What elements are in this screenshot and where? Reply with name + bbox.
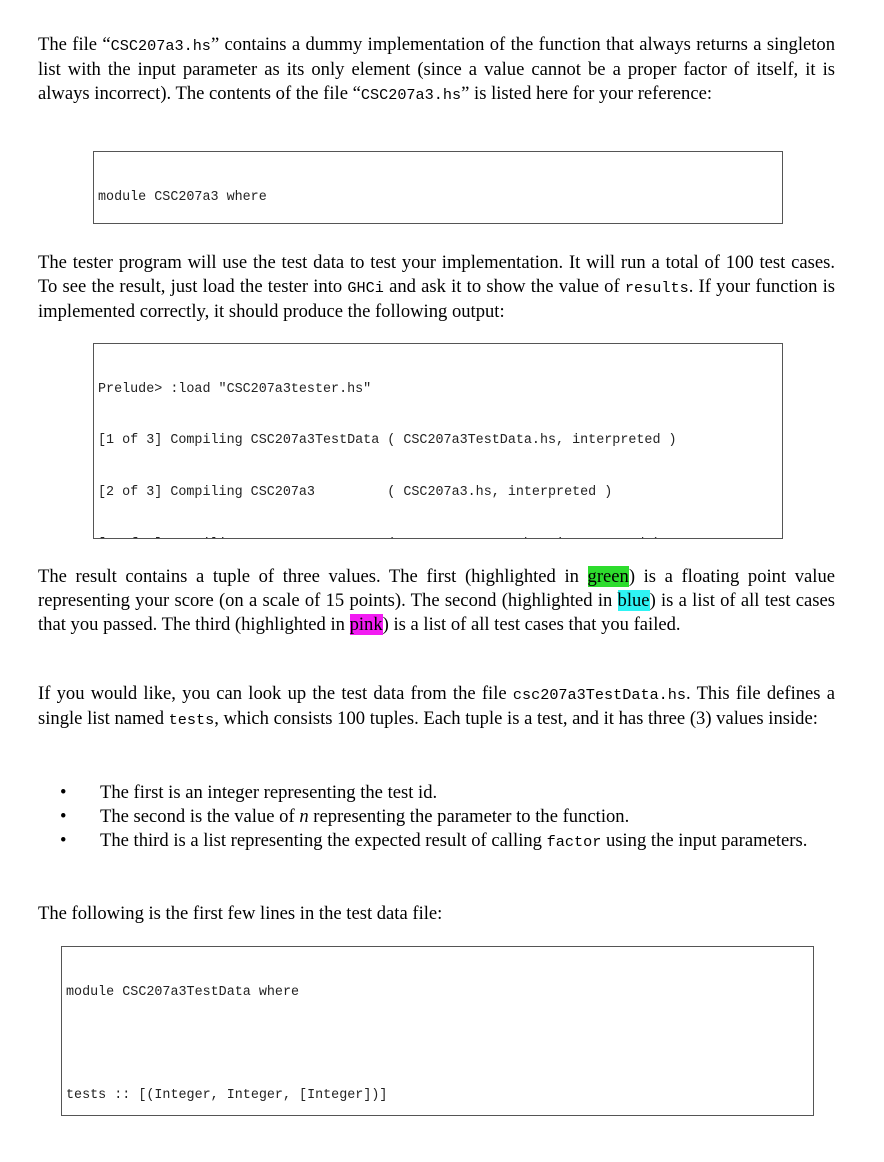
code-line: [2 of 3] Compiling CSC207a3 ( CSC207a3.hs, interpreted ) <box>98 485 613 501</box>
tester-output-code-box <box>93 343 783 539</box>
result-text-4: ) is a list of all test cases that you failed. <box>382 614 681 636</box>
intro-text-3: ” is listed here for your reference: <box>461 83 713 105</box>
code-line <box>66 1035 809 1052</box>
lookup-paragraph <box>38 682 835 732</box>
bullet-icon: • <box>60 830 67 852</box>
intro-filename-2: CSC207a3.hs <box>360 86 462 105</box>
following-paragraph: The following is the first few lines in the test data file: <box>38 903 443 924</box>
code-line: module CSC207a3TestData where <box>66 984 300 1000</box>
bullet-icon: • <box>60 782 67 803</box>
intro-text-2: ” contains a dummy implementation of the function that always returns a singleton list with the input parameter as its only element (since a value cannot be a proper factor of itself, it is always incorrect). The contents of the file “ <box>38 34 836 105</box>
blue-word-highlight: blue <box>617 590 650 612</box>
result-text-3: ) is a list of all test cases that you passed. The third (highlighted in <box>38 590 835 636</box>
tester-text-2: and ask it to show the value of <box>383 276 625 298</box>
intro-text-1: The file “ <box>38 34 111 55</box>
factor-term: factor <box>546 833 602 852</box>
code-line: Prelude> :load "CSC207a3tester.hs" <box>98 381 372 397</box>
tester-text-3: . If your function is implemented correctly, it should produce the following output: <box>38 276 836 323</box>
bullet-text: using the input parameters. <box>601 830 808 852</box>
bullet-text: The third is a list representing the expected result of calling <box>100 830 547 852</box>
code-line: [1 of 3] Compiling CSC207a3TestData ( CSC207a3TestData.hs, interpreted ) <box>98 433 677 449</box>
list-item <box>38 829 835 854</box>
module-source-code-box <box>93 151 783 224</box>
result-text-2: ) is a floating point value representing your score (on a scale of 15 points). The second (highlighted in <box>38 566 835 612</box>
intro-paragraph <box>38 33 835 108</box>
result-explanation-paragraph <box>38 565 835 638</box>
results-term: results <box>624 279 689 298</box>
lookup-text-3: , which consists 100 tuples. Each tuple is a test, and it has three (3) values inside: <box>214 708 818 730</box>
green-word-highlight: green <box>587 566 629 587</box>
tuple-values-list <box>38 781 835 855</box>
testdata-filename: csc207a3TestData.hs <box>512 686 687 704</box>
ghci-term: GHCi <box>347 279 384 298</box>
lookup-text-2: . This file defines a single list named <box>38 683 836 730</box>
tester-text-1: The tester program will use the test data to test your implementation. It will run a total of 100 test cases. To see the result, just load the tester into <box>38 252 835 298</box>
bullet-icon: • <box>60 806 67 828</box>
intro-filename-1: CSC207a3.hs <box>110 37 211 55</box>
pink-word-highlight: pink <box>349 614 383 636</box>
list-item <box>38 805 835 829</box>
bullet-text: representing the parameter to the function. <box>308 806 630 828</box>
tests-term: tests <box>168 711 215 730</box>
tester-paragraph <box>38 251 835 325</box>
test-data-code-box <box>61 946 814 1116</box>
code-line: module CSC207a3 where <box>98 189 267 205</box>
list-item <box>38 781 835 805</box>
variable-n: n <box>299 806 309 828</box>
code-line <box>98 536 778 539</box>
result-text-1: The result contains a tuple of three values. The first (highlighted in <box>38 566 588 587</box>
lookup-text-1: If you would like, you can look up the test data from the file <box>38 683 513 704</box>
bullet-text: The first is an integer representing the test id. <box>100 782 438 803</box>
bullet-text: The second is the value of <box>100 806 300 828</box>
code-line: tests :: [(Integer, Integer, [Integer])] <box>66 1088 388 1104</box>
